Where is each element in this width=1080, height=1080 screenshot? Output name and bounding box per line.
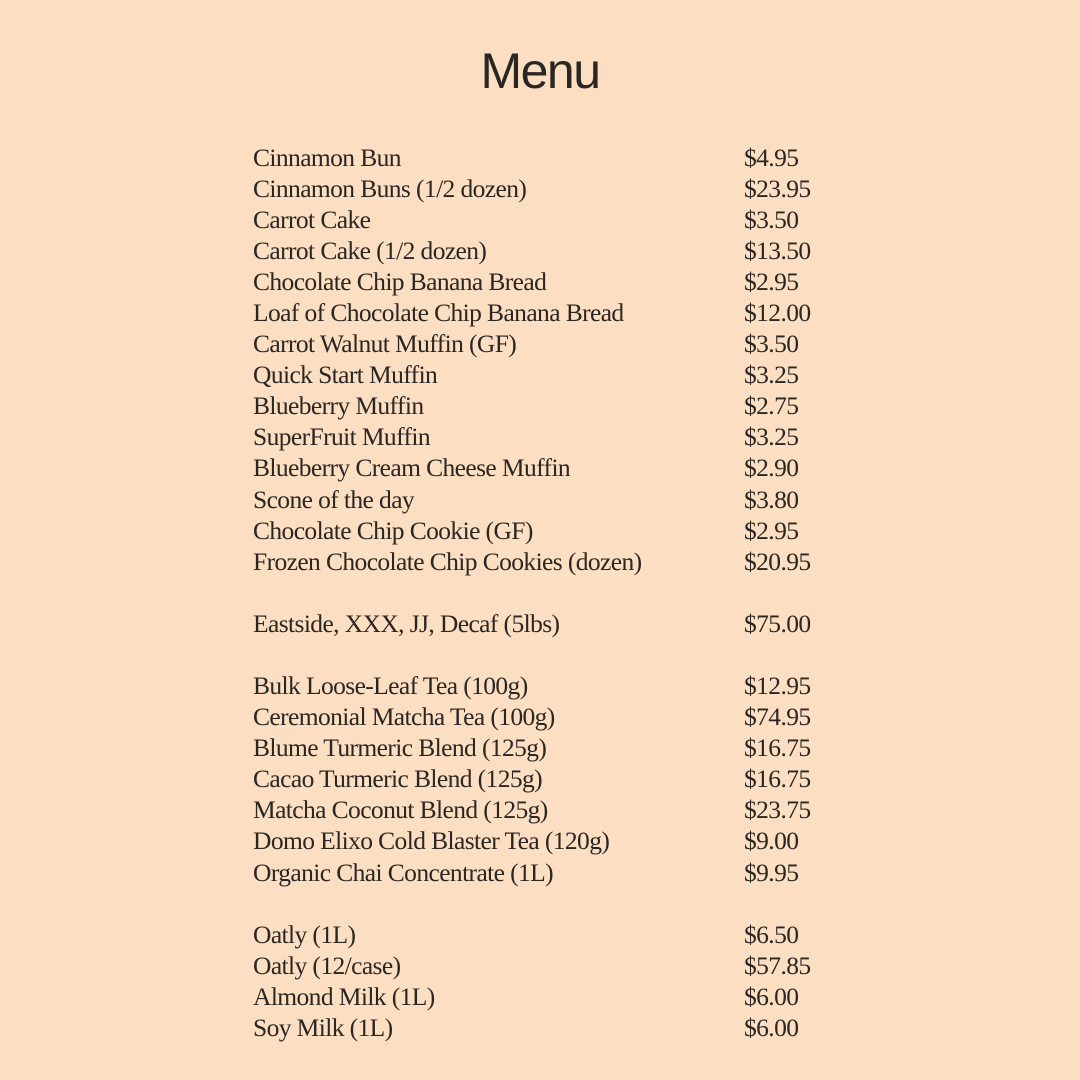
- menu-section: [253, 608, 853, 639]
- menu-item-name: Organic Chai Concentrate (1L): [253, 857, 554, 887]
- menu-item-name: Loaf of Chocolate Chip Banana Bread: [253, 298, 624, 328]
- menu-item-row: [253, 173, 853, 204]
- menu-item-row: [253, 235, 853, 266]
- menu-item-row: [253, 608, 853, 639]
- menu-item-name: Scone of the day: [253, 484, 415, 514]
- menu-item-row: [253, 702, 853, 733]
- menu-item-row: [253, 422, 853, 453]
- menu-item-name: Ceremonial Matcha Tea (100g): [253, 702, 555, 732]
- menu-item-name: Oatly (12/case): [253, 950, 401, 980]
- page-title: Menu: [480, 43, 600, 99]
- menu-section: [253, 919, 853, 1043]
- menu-item-row: [253, 297, 853, 328]
- menu-section: [253, 670, 853, 888]
- menu-item-row: [253, 329, 853, 360]
- menu-item-row: [253, 484, 853, 515]
- menu-item-price: $13.50: [744, 235, 811, 265]
- menu-item-price: $4.95: [744, 142, 799, 172]
- menu-item-name: Carrot Cake: [253, 204, 371, 234]
- menu-item-row: [253, 204, 853, 235]
- menu-item-name: Bulk Loose-Leaf Tea (100g): [253, 670, 528, 700]
- menu-list: [253, 142, 853, 1043]
- menu-item-row: [253, 795, 853, 826]
- menu-item-name: Oatly (1L): [253, 919, 356, 949]
- menu-item-price: $23.75: [744, 795, 811, 825]
- menu-item-name: Soy Milk (1L): [253, 1012, 393, 1042]
- menu-item-price: $3.25: [744, 360, 799, 390]
- menu-item-row: [253, 546, 853, 577]
- menu-item-name: Chocolate Chip Cookie (GF): [253, 515, 533, 545]
- menu-item-price: $20.95: [744, 546, 811, 576]
- menu-item-price: $9.95: [744, 857, 799, 887]
- menu-section: [253, 142, 853, 577]
- menu-item-price: $6.00: [744, 1012, 799, 1042]
- menu-item-price: $3.80: [744, 484, 799, 514]
- menu-item-row: [253, 919, 853, 950]
- menu-item-row: [253, 826, 853, 857]
- menu-item-row: [253, 1012, 853, 1043]
- menu-item-price: $12.00: [744, 298, 811, 328]
- menu-item-price: $23.95: [744, 173, 811, 203]
- menu-item-row: [253, 515, 853, 546]
- menu-item-name: Blueberry Muffin: [253, 391, 424, 421]
- menu-item-name: SuperFruit Muffin: [253, 422, 431, 452]
- menu-item-price: $74.95: [744, 702, 811, 732]
- menu-item-name: Carrot Cake (1/2 dozen): [253, 235, 487, 265]
- menu-item-price: $16.75: [744, 764, 811, 794]
- menu-item-row: [253, 733, 853, 764]
- menu-item-name: Eastside, XXX, JJ, Decaf (5lbs): [253, 608, 560, 638]
- menu-item-price: $9.00: [744, 826, 799, 856]
- menu-item-row: [253, 950, 853, 981]
- menu-item-name: Matcha Coconut Blend (125g): [253, 795, 548, 825]
- menu-item-price: $6.50: [744, 919, 799, 949]
- menu-item-price: $3.50: [744, 329, 799, 359]
- menu-item-price: $57.85: [744, 950, 811, 980]
- menu-item-name: Cacao Turmeric Blend (125g): [253, 764, 543, 794]
- menu-item-row: [253, 453, 853, 484]
- menu-item-name: Frozen Chocolate Chip Cookies (dozen): [253, 546, 642, 576]
- menu-item-name: Cinnamon Buns (1/2 dozen): [253, 173, 527, 203]
- menu-item-row: [253, 266, 853, 297]
- menu-item-name: Domo Elixo Cold Blaster Tea (120g): [253, 826, 610, 856]
- menu-item-row: [253, 981, 853, 1012]
- menu-item-price: $2.95: [744, 515, 799, 545]
- menu-item-name: Carrot Walnut Muffin (GF): [253, 329, 517, 359]
- menu-item-name: Quick Start Muffin: [253, 360, 438, 390]
- menu-item-row: [253, 391, 853, 422]
- menu-item-row: [253, 857, 853, 888]
- menu-item-row: [253, 764, 853, 795]
- menu-item-price: $6.00: [744, 981, 799, 1011]
- menu-item-name: Cinnamon Bun: [253, 142, 401, 172]
- menu-item-price: $2.95: [744, 266, 799, 296]
- menu-item-name: Almond Milk (1L): [253, 981, 435, 1011]
- menu-item-price: $12.95: [744, 670, 811, 700]
- menu-item-row: [253, 670, 853, 701]
- menu-item-name: Blume Turmeric Blend (125g): [253, 733, 547, 763]
- menu-item-price: $16.75: [744, 733, 811, 763]
- menu-item-row: [253, 360, 853, 391]
- menu-item-name: Chocolate Chip Banana Bread: [253, 266, 547, 296]
- menu-item-price: $3.25: [744, 422, 799, 452]
- menu-item-price: $2.75: [744, 391, 799, 421]
- menu-item-row: [253, 142, 853, 173]
- menu-item-price: $2.90: [744, 453, 799, 483]
- menu-item-price: $75.00: [744, 608, 811, 638]
- menu-item-price: $3.50: [744, 204, 799, 234]
- menu-item-name: Blueberry Cream Cheese Muffin: [253, 453, 571, 483]
